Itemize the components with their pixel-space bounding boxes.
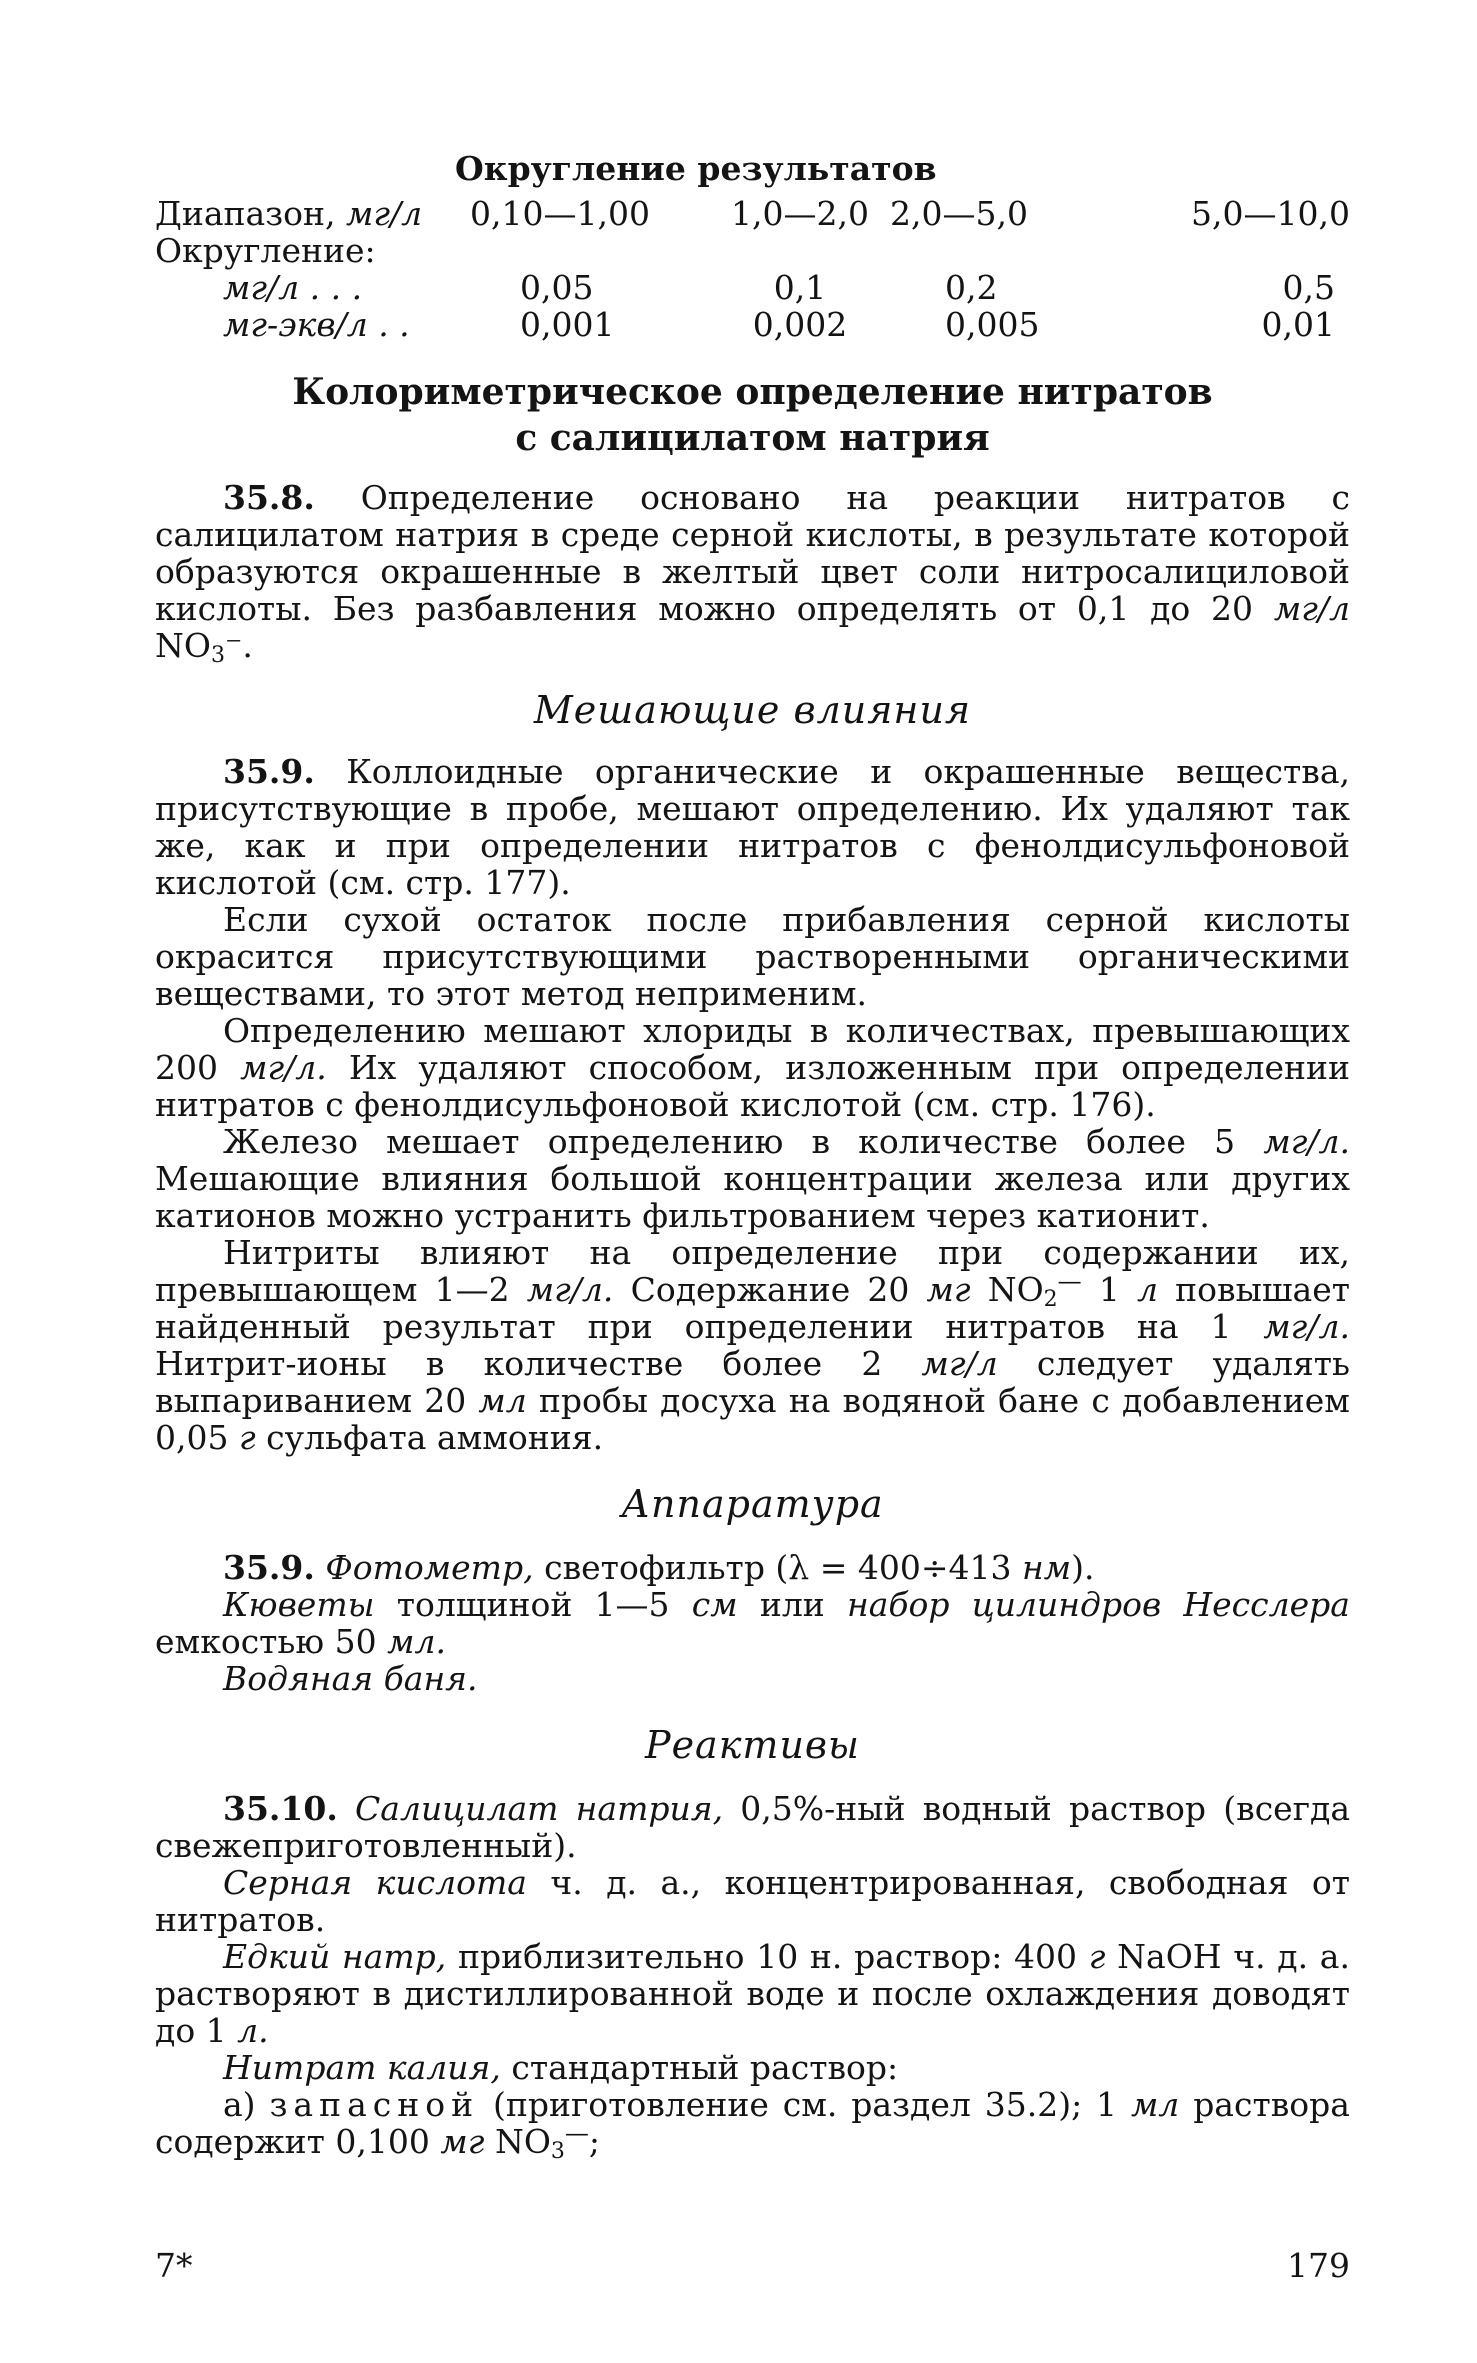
paragraph: Определению мешают хлориды в количествах, превышающих 200 мг/л. Их удаляют способом, изложенным при определении нитратов с фенолдисульфоновой кислотой (см. стр. 176). <box>155 1011 1350 1124</box>
reagent-salicylate: 35.10. Салицилат натрия, 0,5%-ный водный раствор (всегда свежеприготовленный). <box>155 1789 1350 1865</box>
table-row <box>155 306 1350 343</box>
apparatus-photometer: 35.9. Фотометр, светофильтр (λ = 400÷413 нм). <box>223 1548 1095 1587</box>
range-cell: 0,10—1,00 <box>470 194 650 233</box>
heading-reagents: Реактивы <box>645 1723 860 1767</box>
mgeq-cell: 0,002 <box>752 305 848 344</box>
rounding-table <box>155 195 1350 343</box>
paragraph: Нитриты влияют на определение при содержании их, превышающем 1—2 мг/л. Содержание 20 мг $NO_2^—$ 1 л повышает найденный результат при определении нитратов на 1 мг/л. Нитрит-ионы в количестве более 2 мг/л следует удалять выпариванием 20 мл пробы досуха на водяной бане с добавлением 0,05 г сульфата аммония. <box>155 1233 1350 1457</box>
heading-interference: Мешающие влияния <box>533 688 972 732</box>
mgl-cell: 0,05 <box>520 268 594 307</box>
mgeq-label: мг-экв/л . . <box>223 305 410 344</box>
mgl-cell: 0,2 <box>945 268 998 307</box>
page-content <box>155 149 1350 2164</box>
reagent-nitrate-a: а) запасной (приготовление см. раздел 35.2); 1 мл раствора содержит 0,100 мг $NO_3^—$; <box>155 2085 1350 2164</box>
paragraph-35-8: 35.8. Определение основано на реакции нитратов с салицилатом натрия в среде серной кислоты, в результате которой образуются окрашенные в желтый цвет соли нитросалициловой кислоты. Без разбавления можно определять от 0,1 до 20 мг/л $NO_3^-$. <box>155 478 1350 668</box>
reagent-naoh: Едкий натр, приблизительно 10 н. раствор: 400 г NaOH ч. д. а. растворяют в дистиллированной воде и после охлаждения доводят до 1 л. <box>155 1937 1350 2050</box>
table-row <box>155 232 1350 269</box>
section-title-line2: с салицилатом натрия <box>515 417 990 459</box>
table-row <box>155 195 1350 232</box>
page-number: 179 <box>1287 2246 1350 2285</box>
table-row <box>155 269 1350 306</box>
range-cell: 2,0—5,0 <box>890 194 1028 233</box>
mgeq-cell: 0,01 <box>1261 305 1335 344</box>
apparatus-bath: Водяная баня. <box>223 1659 478 1698</box>
range-label: Диапазон, мг/л <box>155 194 423 233</box>
mgeq-cell: 0,001 <box>520 305 615 344</box>
paragraph: Железо мешает определению в количестве более 5 мг/л. Мешающие влияния большой концентрации железа или других катионов можно устранить фильтрованием через катионит. <box>155 1122 1350 1235</box>
mgl-cell: 0,5 <box>1282 268 1335 307</box>
reagent-nitrate: Нитрат калия, стандартный раствор: <box>223 2048 899 2087</box>
mgeq-cell: 0,005 <box>945 305 1040 344</box>
apparatus-cuvettes: Кюветы толщиной 1—5 см или набор цилиндров Несслера емкостью 50 мл. <box>155 1585 1350 1661</box>
paragraph-35-9: 35.9. Коллоидные органические и окрашенные вещества, присутствующие в пробе, мешают определению. Их удаляют так же, как и при определении нитратов с фенолдисульфоновой кислотой (см. стр. 177). <box>155 752 1350 902</box>
heading-apparatus: Аппаратура <box>621 1482 884 1526</box>
section-title <box>155 369 1350 461</box>
section-title-line1: Колориметрическое определение нитратов <box>292 371 1213 413</box>
paragraph: Если сухой остаток после прибавления серной кислоты окрасится присутствующими растворенными органическими веществами, то этот метод неприменим. <box>155 900 1350 1013</box>
reagent-acid: Серная кислота ч. д. а., концентрированная, свободная от нитратов. <box>155 1863 1350 1939</box>
mgl-cell: 0,1 <box>773 268 827 307</box>
range-cell: 5,0—10,0 <box>1191 194 1350 233</box>
rounding-label: Округление: <box>155 231 376 270</box>
signature-mark: 7* <box>155 2246 193 2285</box>
mgl-label: мг/л . . . <box>223 268 363 307</box>
range-cell: 1,0—2,0 <box>731 194 869 233</box>
rounding-title: Округление результатов <box>455 149 937 188</box>
